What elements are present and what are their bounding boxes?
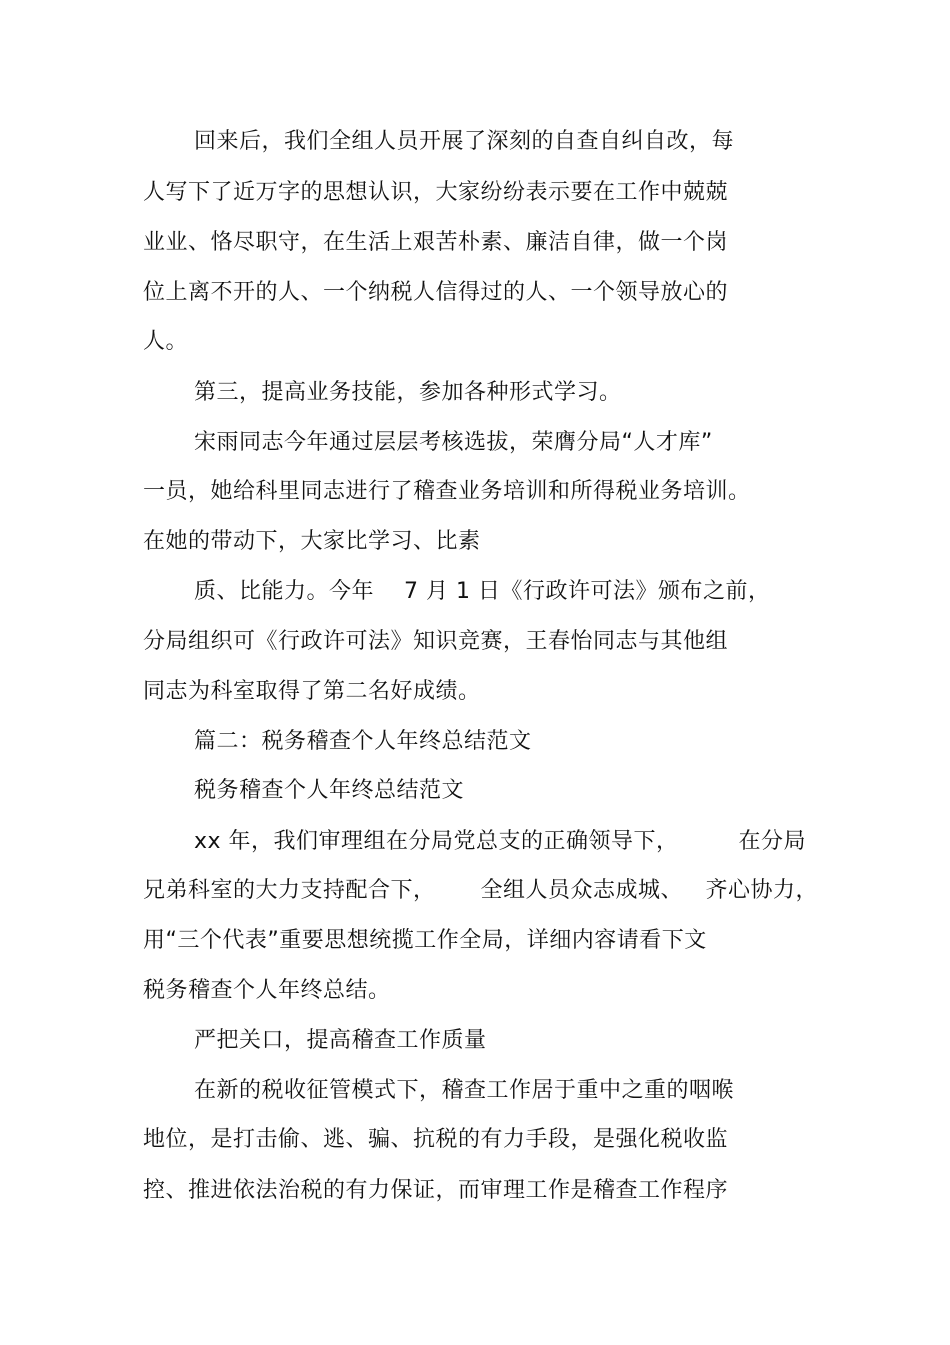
text-line-18: 税务稽查个人年终总结。 xyxy=(143,978,391,1003)
article-heading: 篇二：税务稽查个人年终总结范文 xyxy=(194,729,532,754)
text-line-17: 用“三个代表”重要思想统揽工作全局，详细内容请看下文 xyxy=(143,928,707,953)
section-heading-third: 第三，提高业务技能，参加各种形式学习。 xyxy=(194,380,622,405)
text-line-10: 质、比能力。今年 7 月 1 日《行政许可法》颁布之前， xyxy=(194,579,771,604)
text-line-21: 地位，是打击偷、逃、骗、抗税的有力手段，是强化税收监 xyxy=(143,1127,729,1152)
text-line-15: xx 年，我们审理组在分局党总支的正确领导下， 在分局 xyxy=(194,829,806,854)
text-line-22: 控、推进依法治税的有力保证，而审理工作是稽查工作程序 xyxy=(143,1178,729,1203)
text-line-20: 在新的税收征管模式下，稽查工作居于重中之重的咽喉 xyxy=(194,1078,735,1103)
text-line-5: 人。 xyxy=(143,329,189,354)
article-title: 税务稽查个人年终总结范文 xyxy=(194,778,465,803)
text-line-4: 位上离不开的人、一个纳税人信得过的人、一个领导放心的 xyxy=(143,280,729,305)
text-line-8: 一员，她给科里同志进行了稽查业务培训和所得税业务培训。 xyxy=(143,479,751,504)
text-line-12: 同志为科室取得了第二名好成绩。 xyxy=(143,679,481,704)
text-line-1: 回来后，我们全组人员开展了深刻的自查自纠自改，每 xyxy=(194,129,735,154)
text-line-11: 分局组织可《行政许可法》知识竞赛，王春怡同志与其他组 xyxy=(143,629,729,654)
text-line-2: 人写下了近万字的思想认识，大家纷纷表示要在工作中兢兢 xyxy=(143,180,729,205)
text-line-7: 宋雨同志今年通过层层考核选拔，荣膺分局“人才库” xyxy=(194,430,713,455)
text-line-9: 在她的带动下，大家比学习、比素 xyxy=(143,529,481,554)
text-line-16: 兄弟科室的大力支持配合下， 全组人员众志成城、 齐心协力， xyxy=(143,878,818,903)
section-heading-quality: 严把关口，提高稽查工作质量 xyxy=(194,1028,487,1053)
text-line-3: 业业、恪尽职守，在生活上艰苦朴素、廉洁自律，做一个岗 xyxy=(143,230,729,255)
